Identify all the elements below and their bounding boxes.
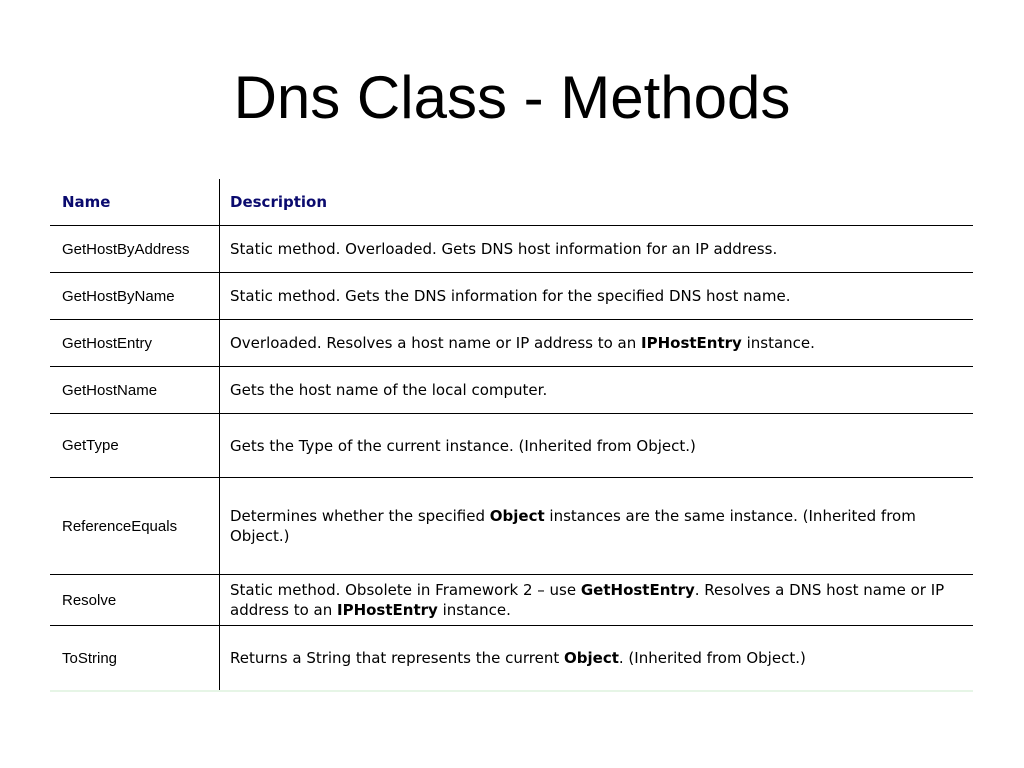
method-description (220, 320, 973, 366)
bold-term: IPHostEntry (641, 334, 742, 352)
description-segment: . (Inherited from Object.) (618, 649, 806, 667)
method-name: Resolve (50, 575, 220, 625)
bold-term: GetHostEntry (580, 581, 695, 599)
method-name: GetHostEntry (50, 320, 220, 366)
table-row (50, 367, 973, 414)
description-segment: Static method. Overloaded. Gets DNS host information for an IP address. (230, 240, 778, 258)
method-description (220, 575, 973, 625)
description-segment: Gets the Type of the current instance. (Inherited from Object.) (230, 436, 696, 455)
table-row (50, 414, 973, 478)
bold-term: Object (489, 507, 545, 525)
description-text (230, 239, 777, 259)
method-name: GetHostByAddress (50, 226, 220, 272)
description-text (230, 380, 547, 400)
description-segment: Static method. Obsolete in Framework 2 – use (230, 581, 581, 599)
description-segment: Returns a String that represents the current (230, 649, 565, 667)
method-description (220, 478, 973, 574)
table-row (50, 478, 973, 575)
table-row (50, 273, 973, 320)
method-name: GetType (50, 414, 220, 477)
method-name: ReferenceEquals (50, 478, 220, 574)
method-description (220, 226, 973, 272)
method-description (220, 273, 973, 319)
description-text (230, 648, 806, 668)
description-segment: Determines whether the specified (230, 507, 490, 525)
method-description (220, 367, 973, 413)
methods-table (50, 179, 973, 692)
description-text (230, 286, 790, 306)
table-row (50, 226, 973, 273)
method-description (220, 626, 973, 690)
slide-title: Dns Class - Methods (233, 64, 791, 131)
description-segment: Gets the host name of the local computer. (230, 381, 548, 399)
description-text (230, 436, 696, 456)
description-segment: instances are the same instance. (Inherited from Object.) (230, 507, 916, 545)
method-name: GetHostName (50, 367, 220, 413)
table-row (50, 320, 973, 367)
table-row (50, 575, 973, 626)
description-segment: . Resolves a DNS host name or IP address to an (230, 581, 945, 619)
header-name: Name (50, 179, 220, 225)
table-row (50, 626, 973, 690)
table-header-row (50, 179, 973, 226)
method-name: ToString (50, 626, 220, 690)
description-segment: Static method. Gets the DNS information for the specified DNS host name. (230, 287, 791, 305)
header-description: Description (230, 193, 328, 211)
bold-term: Object (564, 649, 619, 667)
method-description (220, 414, 973, 477)
description-text (230, 333, 815, 353)
description-segment: Overloaded. Resolves a host name or IP address to an (230, 334, 642, 352)
description-text (230, 580, 963, 620)
bold-term: IPHostEntry (337, 601, 438, 619)
description-segment: instance. (437, 601, 511, 619)
description-text (230, 506, 963, 546)
description-segment: instance. (741, 334, 815, 352)
method-name: GetHostByName (50, 273, 220, 319)
